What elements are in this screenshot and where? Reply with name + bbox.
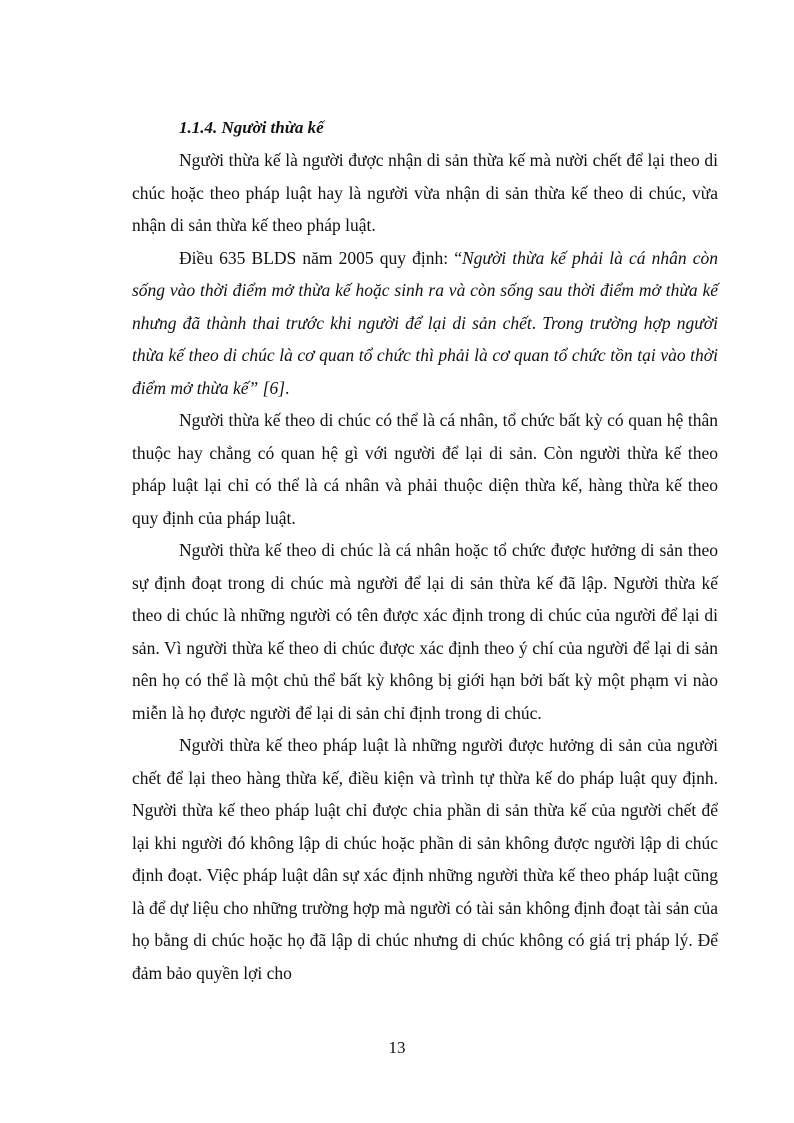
page-body [132,112,718,989]
article-intro-text: Điều 635 BLDS năm 2005 quy định: “ [179,247,462,268]
article-quote-separator: . [531,312,543,333]
page-number: 13 [388,1038,406,1057]
paragraph-article-635 [132,242,718,405]
paragraph-definition: Người thừa kế là người được nhận di sản thừa kế mà nười chết để lại theo di chúc hoặc theo pháp luật hay là người vừa nhận di sản thừa kế theo di chúc, vừa nhận di sản thừa kế theo pháp luật. [132,150,718,235]
article-quote-part-2: Trong trường hợp người thừa kế theo di chúc là cơ quan tổ chức thì phải là cơ quan tổ chức tồn tại vào thời điểm mở thừa kế” [6] [132,312,718,398]
article-quote-part-1: Người thừa kế phải là cá nhân còn sống vào thời điểm mở thừa kế hoặc sinh ra và còn sống sau thời điểm mở thừa kế nhưng đã thành thai trước khi người để lại di sản chết [132,247,718,333]
paragraph-legal-heirs: Người thừa kế theo pháp luật là những người được hưởng di sản của người chết để lại theo hàng thừa kế, điều kiện và trình tự thừa kế do pháp luật quy định. Người thừa kế theo pháp luật chỉ được chia phần di sản thừa kế của người chết để lại khi người đó không lập di chúc hoặc phần di sản không được người lập di chúc định đoạt. Việc pháp luật dân sự xác định những người thừa kế theo pháp luật cũng là để dự liệu cho những trường hợp mà người có tài sản không định đoạt tài sản của họ bằng di chúc hoặc họ đã lập di chúc nhưng di chúc không có giá trị pháp lý. Để đảm bảo quyền lợi cho [132,735,718,983]
article-quote-end: . [285,377,290,398]
section-heading: 1.1.4. Người thừa kế [179,118,324,137]
paragraph-will-heirs: Người thừa kế theo di chúc là cá nhân hoặc tổ chức được hưởng di sản theo sự định đoạt trong di chúc mà người để lại di sản thừa kế đã lập. Người thừa kế theo di chúc là những người có tên được xác định trong di chúc của người để lại di sản. Vì người thừa kế theo di chúc được xác định theo ý chí của người để lại di sản nên họ có thể là một chủ thể bất kỳ không bị giới hạn bởi bất kỳ một phạm vi nào miễn là họ được người để lại di sản chỉ định trong di chúc. [132,540,718,723]
paragraph-will-heirs-scope: Người thừa kế theo di chúc có thể là cá nhân, tổ chức bất kỳ có quan hệ thân thuộc hay chẳng có quan hệ gì với người để lại di sản. Còn người thừa kế theo pháp luật lại chỉ có thể là cá nhân và phải thuộc diện thừa kế, hàng thừa kế theo quy định của pháp luật. [132,410,718,528]
